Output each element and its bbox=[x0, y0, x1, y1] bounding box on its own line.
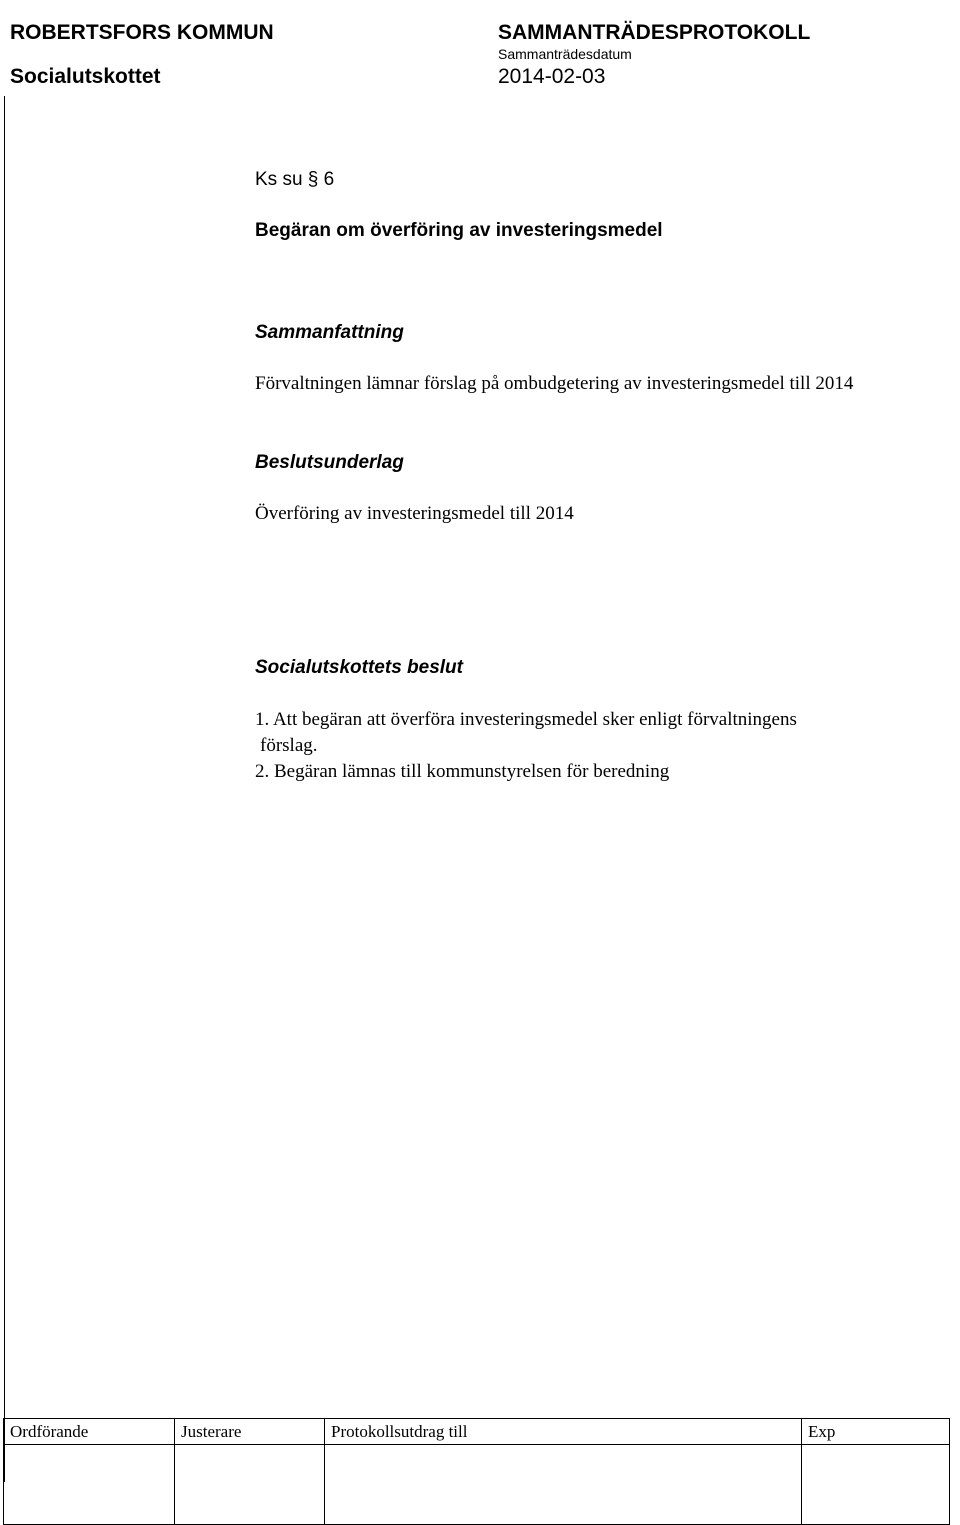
summary-text: Förvaltningen lämnar förslag på ombudgetering av investeringsmedel till 2014 bbox=[255, 373, 854, 394]
footer-label-adjuster: Justerare bbox=[175, 1419, 325, 1445]
signature-cell-chair bbox=[4, 1445, 175, 1525]
document-type: SAMMANTRÄDESPROTOKOLL bbox=[498, 21, 811, 44]
footer-label-exp: Exp bbox=[802, 1419, 950, 1445]
decision-item-continuation: förslag. bbox=[260, 735, 318, 756]
signature-table bbox=[3, 1418, 950, 1525]
summary-heading: Sammanfattning bbox=[255, 322, 404, 343]
basis-text: Överföring av investeringsmedel till 2014 bbox=[255, 503, 574, 524]
decision-item: 2. Begäran lämnas till kommunstyrelsen för beredning bbox=[255, 761, 670, 782]
meeting-date-label: Sammanträdesdatum bbox=[498, 46, 632, 62]
page-title: Begäran om överföring av investeringsmedel bbox=[255, 220, 663, 241]
paragraph-number: Ks su § 6 bbox=[255, 169, 335, 190]
municipality-name: ROBERTSFORS KOMMUN bbox=[10, 21, 274, 44]
signature-cell-exp bbox=[802, 1445, 950, 1525]
basis-heading: Beslutsunderlag bbox=[255, 452, 404, 473]
signature-cell-extract-to bbox=[325, 1445, 802, 1525]
meeting-date: 2014-02-03 bbox=[498, 65, 606, 88]
decision-list bbox=[255, 707, 945, 785]
footer-label-extract-to: Protokollsutdrag till bbox=[325, 1419, 802, 1445]
left-margin-rule bbox=[4, 96, 5, 1482]
footer-label-chair: Ordförande bbox=[4, 1419, 175, 1445]
signature-cell-adjuster bbox=[175, 1445, 325, 1525]
decision-item: 1. Att begäran att överföra investeringsmedel sker enligt förvaltningens bbox=[255, 709, 797, 730]
committee-name: Socialutskottet bbox=[10, 65, 161, 88]
decision-heading: Socialutskottets beslut bbox=[255, 657, 463, 678]
